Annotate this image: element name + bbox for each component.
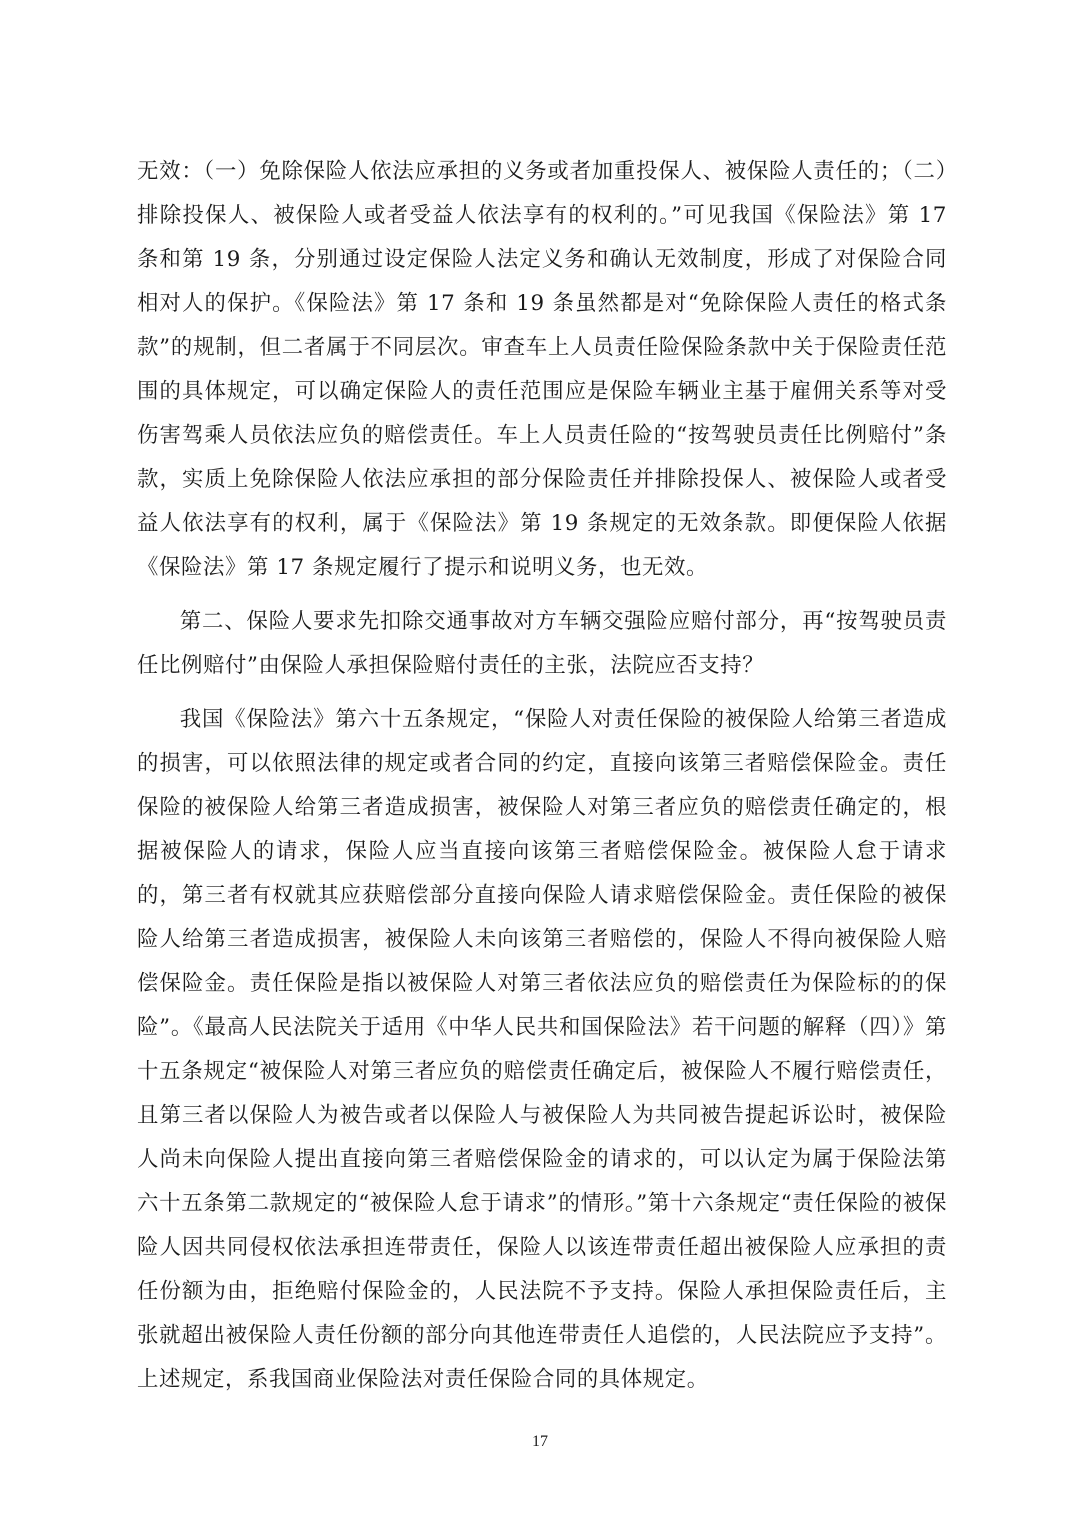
paragraph-insurance-law: 我国《保险法》第六十五条规定，“保险人对责任保险的被保险人给第三者造成的损害，可以依照法律的规定或者合同的约定，直接向该第三者赔偿保险金。责任保险的被保险人给第三者造成损害，被保险人对第三者应负的赔偿责任确定的，根据被保险人的请求，保险人应当直接向该第三者赔偿保险金。被保险人怠于请求的，第三者有权就其应获赔偿部分直接向保险人请求赔偿保险金。责任保险的被保险人给第三者造成损害，被保险人未向该第三者赔偿的，保险人不得向被保险人赔偿保险金。责任保险是指以被保险人对第三者依法应负的赔偿责任为保险标的的保险”。《最高人民法院关于适用《中华人民共和国保险法》若干问题的解释（四）》第十五条规定“被保险人对第三者应负的赔偿责任确定后，被保险人不履行赔偿责任，且第三者以保险人为被告或者以保险人与被保险人为共同被告提起诉讼时，被保险人尚未向保险人提出直接向第三者赔偿保险金的请求的，可以认定为属于保险法第六十五条第二款规定的“被保险人怠于请求”的情形。”第十六条规定“责任保险的被保险人因共同侵权依法承担连带责任，保险人以该连带责任超出被保险人应承担的责任份额为由，拒绝赔付保险金的，人民法院不予支持。保险人承担保险责任后，主张就超出被保险人责任份额的部分向其他连带责任人追偿的，人民法院应予支持”。上述规定，系我国商业保险法对责任保险合同的具体规定。 (137, 707, 947, 1392)
paragraph-question: 第二、保险人要求先扣除交通事故对方车辆交强险应赔付部分，再“按驾驶员责任比例赔付”由保险人承担保险赔付责任的主张，法院应否支持？ (137, 609, 947, 678)
page-number: 17 (532, 1433, 548, 1450)
document-body (137, 150, 947, 1402)
paragraph-continued: 无效：（一）免除保险人依法应承担的义务或者加重投保人、被保险人责任的；（二）排除投保人、被保险人或者受益人依法享有的权利的。”可见我国《保险法》第 17 条和第 19 条，分别通过设定保险人法定义务和确认无效制度，形成了对保险合同相对人的保护。《保险法》第 17 条和 19 条虽然都是对“免除保险人责任的格式条款”的规制，但二者属于不同层次。审查车上人员责任险保险条款中关于保险责任范围的具体规定，可以确定保险人的责任范围应是保险车辆业主基于雇佣关系等对受伤害驾乘人员依法应负的赔偿责任。车上人员责任险的“按驾驶员责任比例赔付”条款，实质上免除保险人依法应承担的部分保险责任并排除投保人、被保险人或者受益人依法享有的权利，属于《保险法》第 19 条规定的无效条款。即便保险人依据《保险法》第 17 条规定履行了提示和说明义务，也无效。 (137, 159, 947, 580)
